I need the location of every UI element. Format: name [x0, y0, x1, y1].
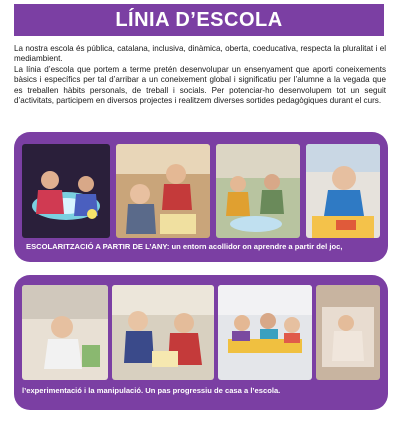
intro-text [14, 44, 386, 106]
toddler-napping-photo [316, 285, 380, 380]
toddlers-playing-photo [116, 144, 210, 238]
children-group-floor-photo [216, 144, 300, 238]
panel-caption-1: ESCOLARITZACIÓ A PARTIR DE L’ANY: un entorn acollidor on aprendre a partir del joc, [26, 242, 343, 251]
boy-painting-photo [306, 144, 380, 238]
photo-panel-infants [14, 132, 388, 262]
two-toddlers-books-photo [112, 285, 214, 380]
toddler-playing-photo [22, 285, 108, 380]
children-light-table-photo [22, 144, 110, 238]
photo-panel-activities [14, 275, 388, 410]
panel-caption-2: l’experimentació i la manipulació. Un pas progressiu de casa a l’escola. [22, 386, 281, 395]
page-title: LÍNIA D’ESCOLA [115, 8, 283, 31]
intro-paragraph-2: La línia d’escola que portem a terme pretén desenvolupar un ensenyament que aporti coneixements bàsics i específics per tal d’arribar a un coneixement global i significatiu per l’alumne a la vegada que es treballen hàbits personals, de treball i socials. Per potenciar-ho desenvolupem tot un seguit d’activitats, participem en diversos projectes i realitzem diverses sortides pedagògiques durant el curs. [14, 64, 386, 106]
intro-paragraph-1: La nostra escola és pública, catalana, inclusiva, dinàmica, oberta, coeducativa, respecta la pluralitat i el mediambient. [14, 44, 386, 64]
title-banner [14, 4, 384, 36]
children-table-activity-photo [218, 285, 312, 380]
